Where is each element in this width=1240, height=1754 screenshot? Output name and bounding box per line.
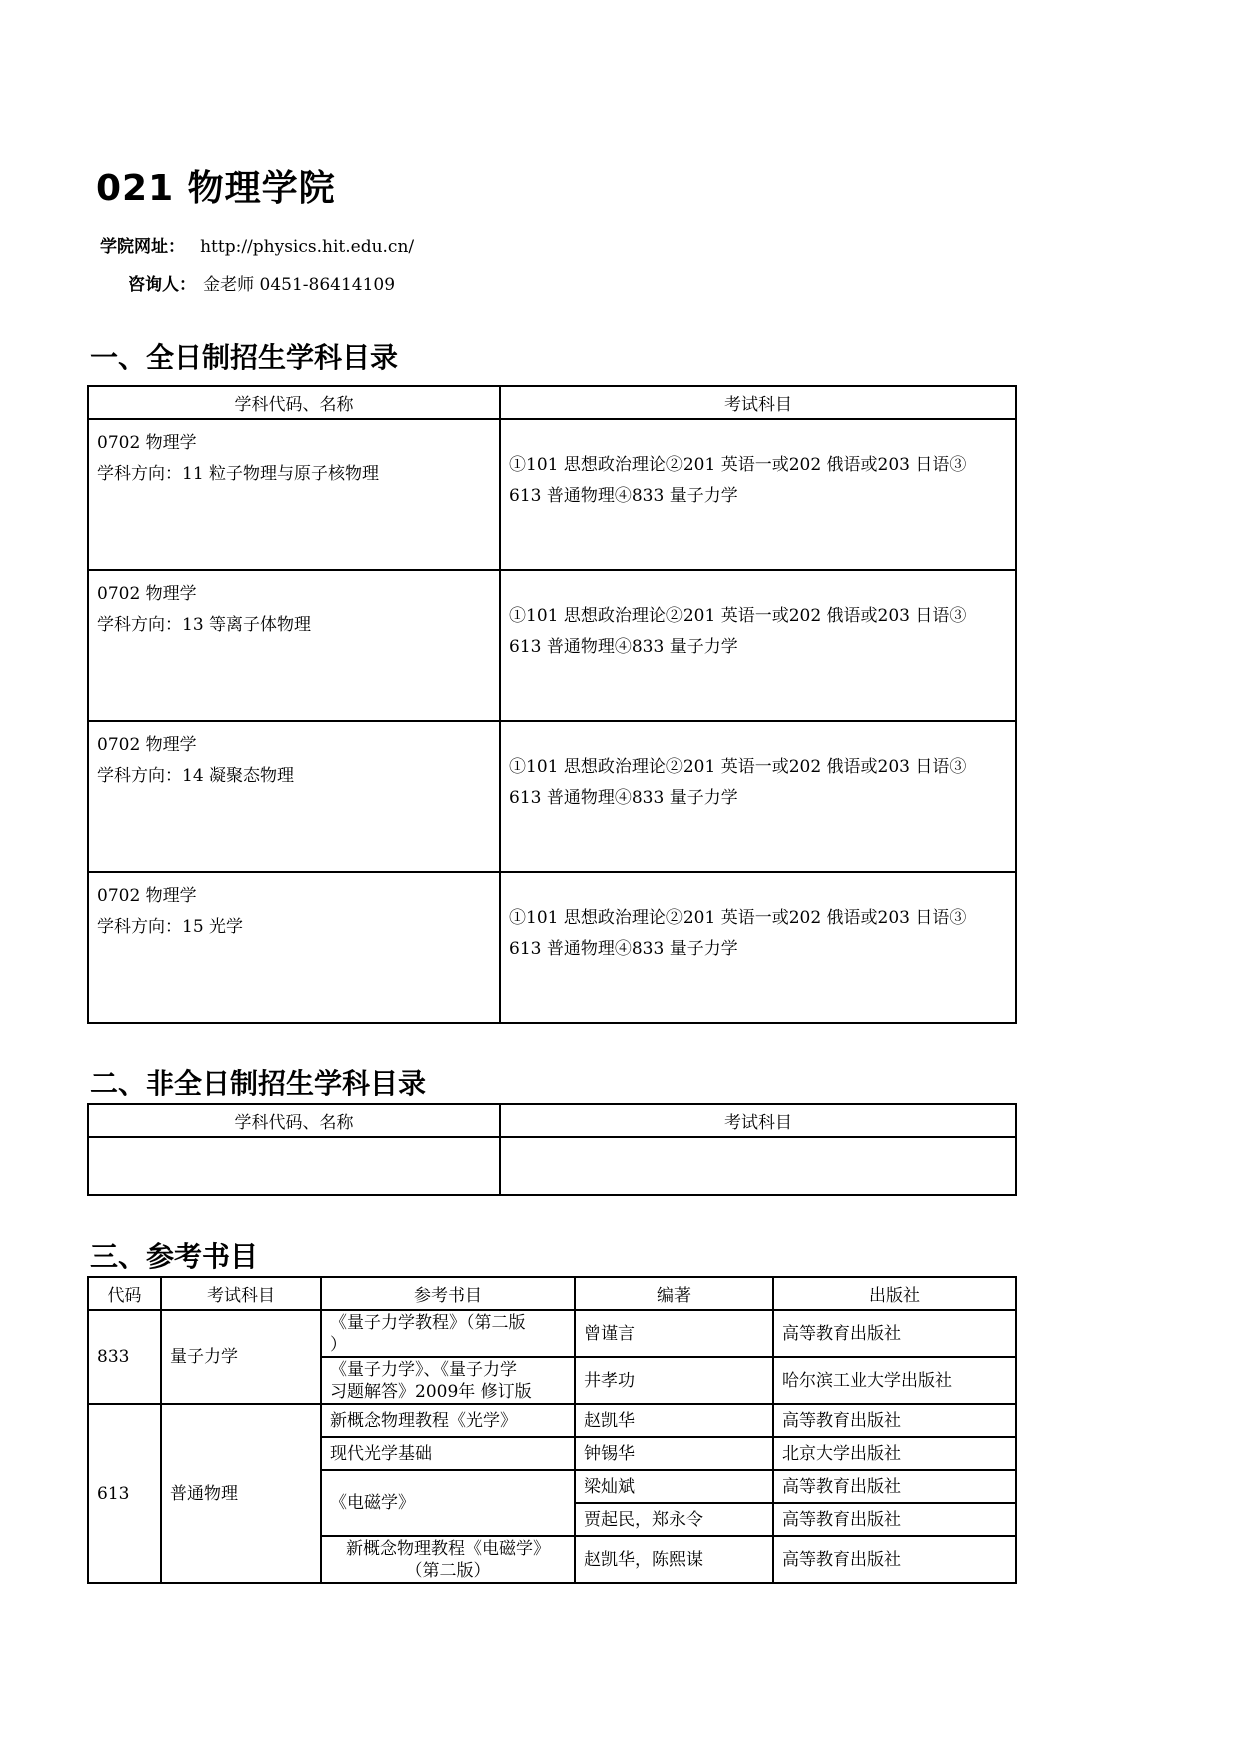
column-header: 代码 bbox=[88, 1277, 161, 1310]
contact-row bbox=[128, 270, 395, 295]
book-author: 井孝功 bbox=[575, 1357, 773, 1404]
book-publisher: 高等教育出版社 bbox=[773, 1310, 1016, 1357]
exam-cell bbox=[500, 872, 1016, 1023]
section1-heading: 一、全日制招生学科目录 bbox=[90, 341, 399, 374]
empty-cell bbox=[500, 1137, 1016, 1195]
table-row bbox=[88, 872, 1016, 1023]
book-title: 现代光学基础 bbox=[321, 1437, 575, 1470]
subject-cell bbox=[88, 419, 500, 570]
table-header-row bbox=[88, 1277, 1016, 1310]
column-header: 考试科目 bbox=[500, 386, 1016, 419]
exam-cell bbox=[500, 570, 1016, 721]
exam-line: ①101 思想政治理论②201 英语一或202 俄语或203 日语③ bbox=[509, 455, 967, 475]
exam-line: 613 普通物理④833 量子力学 bbox=[509, 486, 738, 506]
contact-value: 金老师 0451-86414109 bbox=[203, 275, 396, 295]
table-row bbox=[88, 1404, 1016, 1437]
subject-cell bbox=[88, 570, 500, 721]
website-link[interactable]: http://physics.hit.edu.cn/ bbox=[200, 237, 415, 257]
course-code: 833 bbox=[88, 1310, 161, 1404]
book-title-line: （第二版） bbox=[405, 1560, 491, 1581]
column-header: 学科代码、名称 bbox=[88, 1104, 500, 1137]
table-row bbox=[88, 1310, 1016, 1357]
book-title-line: 《量子力学》、《量子力学 bbox=[330, 1359, 517, 1380]
table-header-row bbox=[88, 1104, 1016, 1137]
parttime-table bbox=[87, 1103, 1017, 1196]
book-publisher: 高等教育出版社 bbox=[773, 1470, 1016, 1503]
subject-direction: 学科方向：13 等离子体物理 bbox=[97, 615, 312, 635]
table-row bbox=[88, 419, 1016, 570]
section3-heading: 三、参考书目 bbox=[90, 1240, 259, 1273]
column-header: 参考书目 bbox=[321, 1277, 575, 1310]
fulltime-table bbox=[87, 385, 1017, 1024]
website-label: 学院网址： bbox=[100, 237, 185, 257]
book-author: 贾起民，郑永令 bbox=[575, 1503, 773, 1536]
column-header: 学科代码、名称 bbox=[88, 386, 500, 419]
subject-code: 0702 物理学 bbox=[97, 735, 197, 755]
exam-line: 613 普通物理④833 量子力学 bbox=[509, 788, 738, 808]
reference-books-table bbox=[87, 1276, 1017, 1584]
course-code: 613 bbox=[88, 1404, 161, 1583]
table-header-row bbox=[88, 386, 1016, 419]
course-subject: 量子力学 bbox=[161, 1310, 321, 1404]
book-author: 赵凯华，陈熙谋 bbox=[575, 1536, 773, 1583]
book-publisher: 高等教育出版社 bbox=[773, 1404, 1016, 1437]
website-row bbox=[100, 232, 414, 257]
table-row bbox=[88, 721, 1016, 872]
exam-line: ①101 思想政治理论②201 英语一或202 俄语或203 日语③ bbox=[509, 606, 967, 626]
book-title-line: ） bbox=[330, 1334, 347, 1355]
book-publisher: 哈尔滨工业大学出版社 bbox=[773, 1357, 1016, 1404]
book-title: 《电磁学》 bbox=[321, 1470, 575, 1536]
subject-direction: 学科方向：15 光学 bbox=[97, 917, 244, 937]
exam-cell bbox=[500, 419, 1016, 570]
subject-direction: 学科方向：14 凝聚态物理 bbox=[97, 766, 295, 786]
book-title bbox=[321, 1357, 575, 1404]
exam-line: ①101 思想政治理论②201 英语一或202 俄语或203 日语③ bbox=[509, 757, 967, 777]
column-header: 考试科目 bbox=[500, 1104, 1016, 1137]
book-author: 梁灿斌 bbox=[575, 1470, 773, 1503]
book-title-line: 新概念物理教程《电磁学》 bbox=[346, 1538, 550, 1559]
table-row bbox=[88, 1137, 1016, 1195]
book-author: 钟锡华 bbox=[575, 1437, 773, 1470]
contact-label: 咨询人： bbox=[128, 275, 196, 295]
book-title: 新概念物理教程《光学》 bbox=[321, 1404, 575, 1437]
exam-line: ①101 思想政治理论②201 英语一或202 俄语或203 日语③ bbox=[509, 908, 967, 928]
column-header: 编著 bbox=[575, 1277, 773, 1310]
subject-cell bbox=[88, 721, 500, 872]
table-row bbox=[88, 570, 1016, 721]
subject-code: 0702 物理学 bbox=[97, 886, 197, 906]
book-title bbox=[321, 1310, 575, 1357]
page-title: 021 物理学院 bbox=[96, 168, 336, 209]
book-publisher: 高等教育出版社 bbox=[773, 1503, 1016, 1536]
subject-code: 0702 物理学 bbox=[97, 433, 197, 453]
exam-line: 613 普通物理④833 量子力学 bbox=[509, 939, 738, 959]
book-publisher: 北京大学出版社 bbox=[773, 1437, 1016, 1470]
subject-code: 0702 物理学 bbox=[97, 584, 197, 604]
book-author: 赵凯华 bbox=[575, 1404, 773, 1437]
column-header: 出版社 bbox=[773, 1277, 1016, 1310]
exam-cell bbox=[500, 721, 1016, 872]
exam-line: 613 普通物理④833 量子力学 bbox=[509, 637, 738, 657]
section2-heading: 二、非全日制招生学科目录 bbox=[90, 1067, 427, 1100]
empty-cell bbox=[88, 1137, 500, 1195]
book-title bbox=[321, 1536, 575, 1583]
book-title-line: 习题解答》2009年 修订版 bbox=[330, 1381, 532, 1402]
subject-direction: 学科方向：11 粒子物理与原子核物理 bbox=[97, 464, 380, 484]
book-author: 曾谨言 bbox=[575, 1310, 773, 1357]
book-title-line: 《量子力学教程》（第二版 bbox=[330, 1312, 526, 1333]
course-subject: 普通物理 bbox=[161, 1404, 321, 1583]
subject-cell bbox=[88, 872, 500, 1023]
book-publisher: 高等教育出版社 bbox=[773, 1536, 1016, 1583]
column-header: 考试科目 bbox=[161, 1277, 321, 1310]
